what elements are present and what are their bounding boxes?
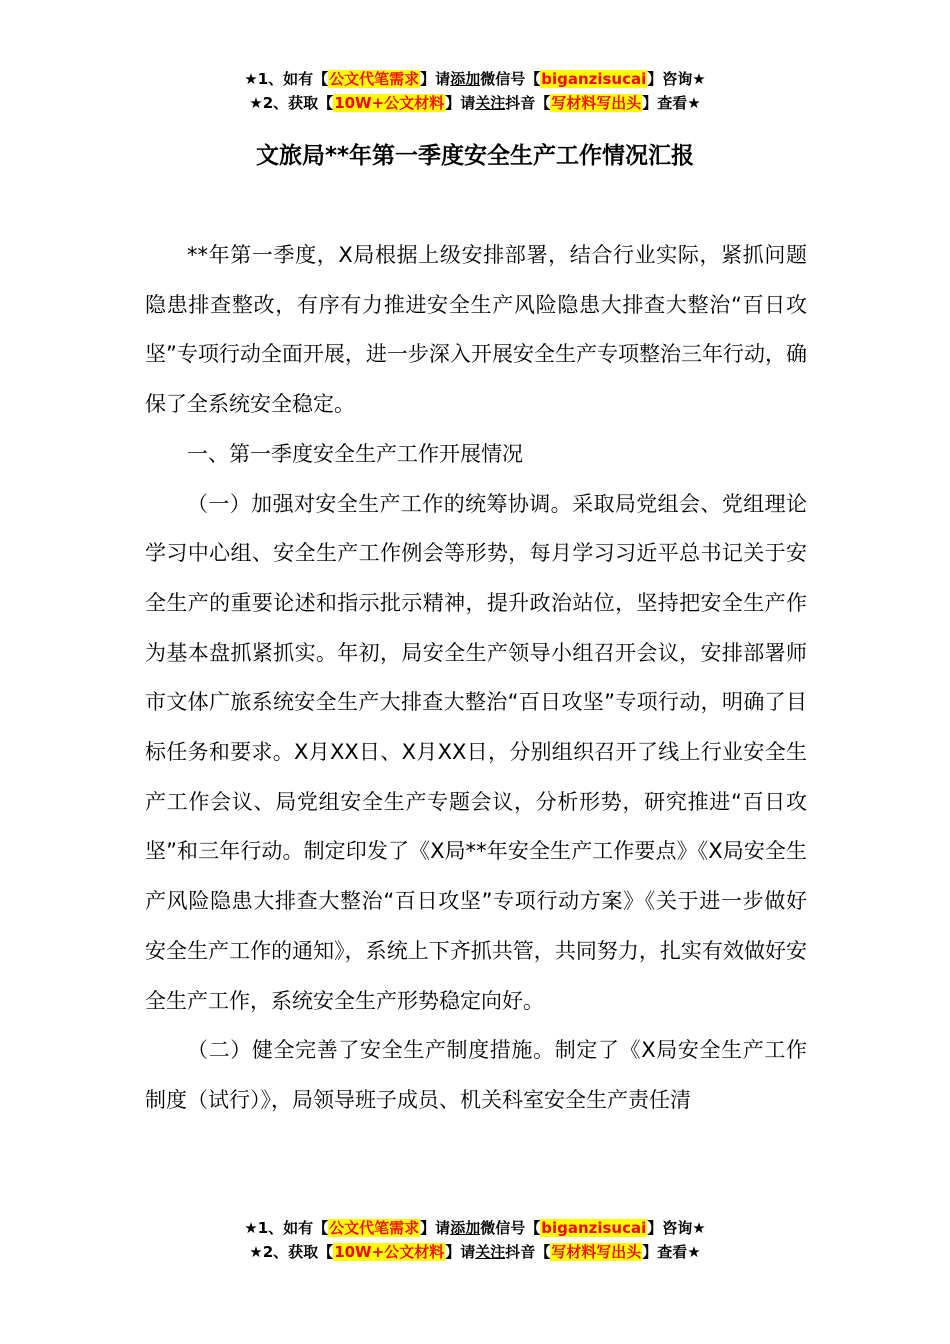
promo-text: 微信号【 bbox=[480, 70, 541, 88]
promo-line-2 bbox=[0, 91, 950, 115]
document-body bbox=[145, 231, 807, 1126]
paragraph-system: （二）健全完善了安全生产制度措施。制定了《X局安全生产工作制度（试行）》，局领导班子成员、机关科室安全生产责任清 bbox=[145, 1038, 807, 1112]
promo-highlight: 公文代笔需求 bbox=[329, 70, 420, 88]
promo-emphasis: 添加 bbox=[450, 1219, 481, 1237]
paragraph-intro: **年第一季度，X局根据上级安排部署，结合行业实际，紧抓问题隐患排查整改，有序有力推进安全生产风险隐患大排查大整治“百日攻坚”专项行动全面开展，进一步深入开展安全生产专项整治三年行动，确保了全系统安全稳定。 bbox=[145, 243, 807, 417]
promo-text: 】请 bbox=[445, 1243, 476, 1261]
promo-text: 】查看★ bbox=[642, 94, 701, 112]
promo-text: ★1、如有【 bbox=[244, 70, 329, 88]
promo-text: 】请 bbox=[445, 94, 476, 112]
promo-highlight: 10W+公文材料 bbox=[334, 94, 445, 112]
promo-text: ★2、获取【 bbox=[249, 1243, 334, 1261]
promo-emphasis: 关注 bbox=[475, 1243, 506, 1261]
promo-text: 抖音【 bbox=[505, 94, 551, 112]
promo-emphasis: 添加 bbox=[450, 70, 481, 88]
promo-line-2 bbox=[0, 1240, 950, 1264]
promo-highlight: 写材料写出头 bbox=[551, 94, 642, 112]
promo-line-1 bbox=[0, 1216, 950, 1240]
promo-text: ★1、如有【 bbox=[244, 1219, 329, 1237]
promo-text: 】请 bbox=[420, 70, 451, 88]
promo-text: 】咨询★ bbox=[647, 1219, 706, 1237]
promo-line-1 bbox=[0, 67, 950, 91]
document-title: 文旅局**年第一季度安全生产工作情况汇报 bbox=[255, 143, 695, 169]
promo-highlight: 写材料写出头 bbox=[551, 1243, 642, 1261]
promo-emphasis: 关注 bbox=[475, 94, 506, 112]
promo-text: 】咨询★ bbox=[647, 70, 706, 88]
section-heading: 一、第一季度安全生产工作开展情况 bbox=[187, 441, 523, 466]
promo-highlight: biganzisucai bbox=[541, 1219, 647, 1237]
promo-text: 抖音【 bbox=[505, 1243, 551, 1261]
promo-highlight: biganzisucai bbox=[541, 70, 647, 88]
promo-text: 】请 bbox=[420, 1219, 451, 1237]
promo-highlight: 10W+公文材料 bbox=[334, 1243, 445, 1261]
promo-banner-top bbox=[0, 67, 950, 115]
promo-banner-bottom bbox=[0, 1216, 950, 1264]
promo-highlight: 公文代笔需求 bbox=[329, 1219, 420, 1237]
promo-text: ★2、获取【 bbox=[249, 94, 334, 112]
promo-text: 微信号【 bbox=[480, 1219, 541, 1237]
paragraph-coordination: （一）加强对安全生产工作的统筹协调。采取局党组会、党组理论学习中心组、安全生产工作例会等形势，每月学习习近平总书记关于安全生产的重要论述和指示批示精神，提升政治站位，坚持把安全生产作为基本盘抓紧抓实。年初，局安全生产领导小组召开会议，安排部署师市文体广旅系统安全生产大排查大整治“百日攻坚”专项行动，明确了目标任务和要求。X月XX日、X月XX日，分别组织召开了线上行业安全生产工作会议、局党组安全生产专题会议，分析形势，研究推进“百日攻坚”和三年行动。制定印发了《X局**年安全生产工作要点》《X局安全生产风险隐患大排查大整治“百日攻坚”专项行动方案》《关于进一步做好安全生产工作的通知》，系统上下齐抓共管，共同努力，扎实有效做好安全生产工作，系统安全生产形势稳定向好。 bbox=[145, 491, 807, 1013]
promo-text: 】查看★ bbox=[642, 1243, 701, 1261]
